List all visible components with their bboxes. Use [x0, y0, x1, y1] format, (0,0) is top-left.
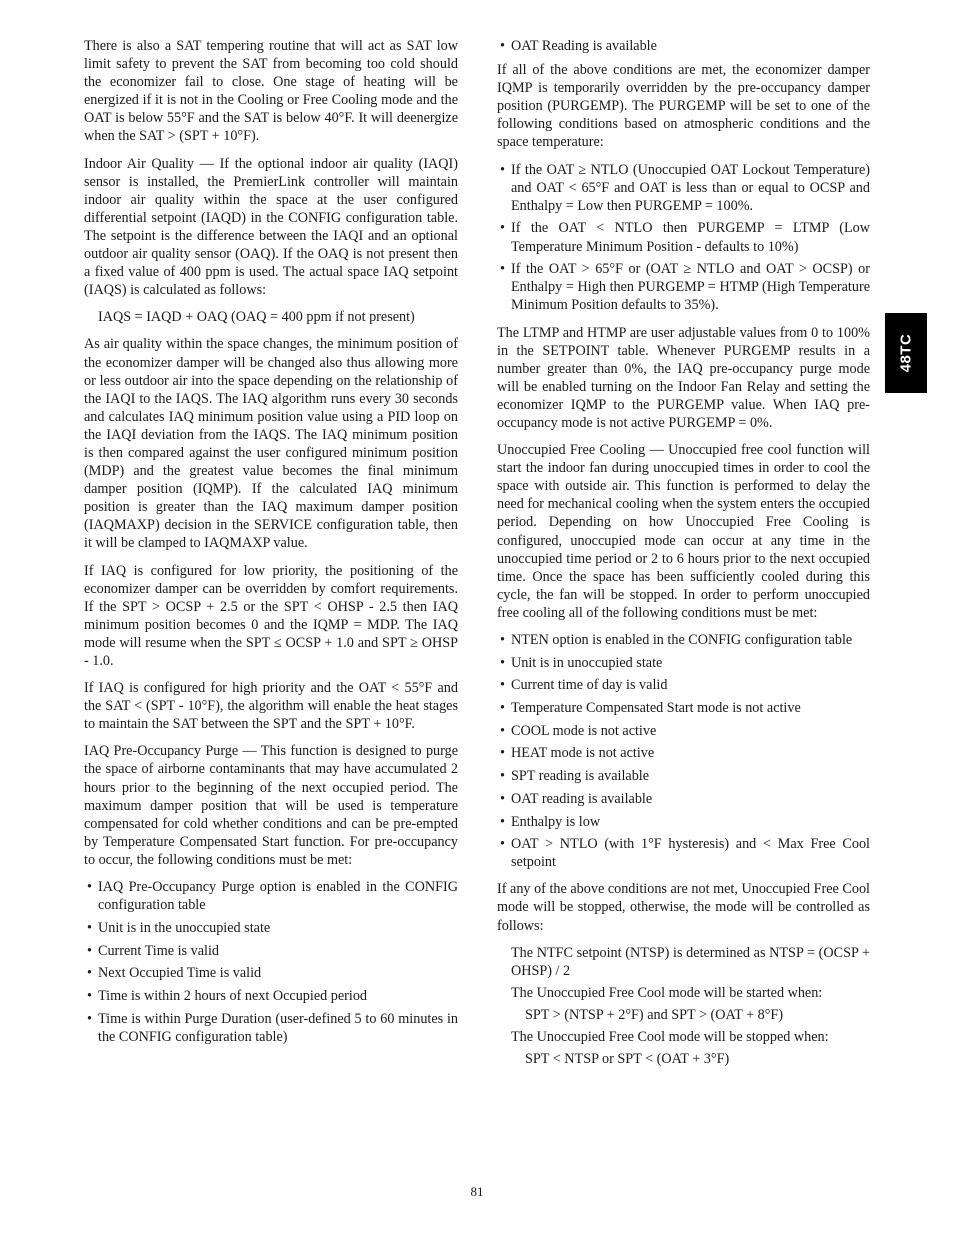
page-number: 81 — [470, 1184, 484, 1199]
purge-conditions-list — [84, 878, 458, 1046]
list-item: • Unit is in the unoccupied state — [87, 919, 271, 936]
purge-override-paragraph: If all of the above conditions are met, the economizer damper IQMP is temporarily overridden by the pre-occupancy damper position (PURGEMP). The PURGEMP will be set to one of the following conditions based on atmospheric conditions and the space temperature: — [497, 62, 870, 151]
list-item: • OAT reading is available — [500, 790, 653, 807]
ltmp-htmp-paragraph: The LTMP and HTMP are user adjustable values from 0 to 100% in the SETPOINT table. Whenever PURGEMP results in a number greater than 0%, the IAQ pre-occupancy purge mode will be enabled turning on the Indoor Fan Relay and setting the economizer IQMP to the PURGEMP value. When IAQ pre-occupancy mode is not active PURGEMP = 0%. — [497, 324, 870, 431]
free-cool-conditions-list — [497, 631, 870, 871]
list-item: • If the OAT < NTLO then PURGEMP = LTMP (Low Temperature Minimum Position - defaults to 10%) — [500, 220, 870, 255]
free-cool-control-paragraph: If any of the above conditions are not met, Unoccupied Free Cool mode will be stopped, otherwise, the mode will be controlled as follows: — [497, 881, 870, 934]
list-item: • Unit is in unoccupied state — [500, 654, 663, 671]
iaq-low-priority-paragraph: If IAQ is configured for low priority, the positioning of the economizer damper can be overridden by comfort requirements. If the SPT > OCSP + 2.5 or the SPT < OHSP - 2.5 then IAQ minimum position becomes 0 and the IQMP = MDP. The IAQ mode will resume when the SPT ≤ OCSP + 1.0 and SPT ≥ OHSP - 1.0. — [84, 562, 458, 669]
left-column — [84, 37, 458, 1055]
list-item: • OAT Reading is available — [500, 38, 657, 54]
list-item: • IAQ Pre-Occupancy Purge option is enabled in the CONFIG configuration table — [87, 879, 458, 914]
list-item: • Current Time is valid — [87, 942, 219, 959]
iaq-high-priority-paragraph: If IAQ is configured for high priority and the OAT < 55°F and the SAT < (SPT - 10°F), the algorithm will enable the heat stages to maintain the SAT between the SPT and the SPT + 10°F. — [84, 680, 458, 733]
sat-tempering-paragraph: There is also a SAT tempering routine that will act as SAT low limit safety to prevent the SAT from becoming too cold should the economizer fail to close. One stage of heating will be energized if it is not in the Cooling or Free Cooling mode and the OAT is below 55°F and the SAT is below 40°F. It will deenergize when the SAT > (SPT + 10°F). — [84, 38, 458, 145]
list-item: • OAT > NTLO (with 1°F hysteresis) and < Max Free Cool setpoint — [500, 836, 870, 871]
list-item: • If the OAT > 65°F or (OAT ≥ NTLO and OAT > OCSP) or Enthalpy = High then PURGEMP = HTMP (High Temperature Minimum Position defaults to 35%). — [500, 261, 870, 314]
purge-conditions-continued-list — [497, 37, 870, 55]
list-item: • HEAT mode is not active — [500, 745, 655, 762]
free-cool-intro-paragraph: Unoccupied Free Cooling — Unoccupied free cool function will start the indoor fan during unoccupied times in order to cool the space with outside air. This function is performed to delay the need for mechanical cooling when the system enters the occupied period. Depending on how Unoccupied Free Cooling is configured, unoccupied mode can occur at any time in the unoccupied time period or 2 to 6 hours prior to the next occupied time. Once the space has been sufficiently cooled during this cycle, the fan will be stopped. In order to perform unoccupied free cooling all of the following conditions must be met: — [497, 442, 870, 621]
stop-condition-label: The Unoccupied Free Cool mode will be stopped when: — [511, 1029, 829, 1046]
purgemp-conditions-list — [497, 161, 870, 315]
list-item: • COOL mode is not active — [500, 722, 657, 739]
start-condition-formula: SPT > (NTSP + 2°F) and SPT > (OAT + 8°F) — [525, 1006, 784, 1023]
start-condition-label: The Unoccupied Free Cool mode will be started when: — [511, 984, 823, 1001]
purge-intro-paragraph: IAQ Pre-Occupancy Purge — This function is designed to purge the space of airborne contaminants that may have accumulated 2 hours prior to the beginning of the next occupied period. The maximum damper position that will be used is temperature compensated for cold whether conditions and can be pre-empted by Temperature Compensated Start function. For pre-occupancy to occur, the following conditions must be met: — [84, 743, 458, 868]
iaq-algorithm-paragraph: As air quality within the space changes, the minimum position of the economizer damper will be changed also thus allowing more or less outdoor air into the space depending on the relationship of the IAQI to the IAQS. The IAQ algorithm runs every 30 seconds and calculates IAQ minimum position value using a PID loop on the IAQI deviation from the IAQS. The IAQ minimum position is then compared against the user configured minimum position (MDP) and the greatest value becomes the final minimum damper position (IQMP). If the calculated IAQ minimum position is greater than the IAQ maximum damper position (IAQMAXP) decision in the SERVICE configuration table, then it will be clamped to IAQMAXP value. — [84, 336, 458, 552]
list-item: • SPT reading is available — [500, 768, 650, 785]
model-side-tab — [885, 313, 927, 393]
list-item: • Enthalpy is low — [500, 813, 601, 830]
list-item: • Time is within Purge Duration (user-defined 5 to 60 minutes in the CONFIG configuration table) — [87, 1010, 458, 1045]
ntsp-definition: The NTFC setpoint (NTSP) is determined as NTSP = (OCSP + OHSP) / 2 — [511, 944, 870, 979]
iaq-intro-paragraph: Indoor Air Quality — If the optional indoor air quality (IAQI) sensor is installed, the PremierLink controller will maintain indoor air quality within the space at the user configured differential setpoint (IAQD) in the CONFIG configuration table. The setpoint is the difference between the IAQI and an optional outdoor air quality sensor (OAQ). If the OAQ is not present then a fixed value of 400 ppm is used. The actual space IAQ setpoint (IAQS) is calculated as follows: — [84, 155, 458, 299]
iaqs-formula: IAQS = IAQD + OAQ (OAQ = 400 ppm if not present) — [98, 309, 415, 326]
right-column — [497, 37, 870, 1072]
list-item: • Current time of day is valid — [500, 677, 668, 694]
list-item: • If the OAT ≥ NTLO (Unoccupied OAT Lockout Temperature) and OAT < 65°F and OAT is less than or equal to OCSP and Enthalpy = Low then PURGEMP = 100%. — [500, 161, 870, 214]
list-item: • Time is within 2 hours of next Occupied period — [87, 987, 368, 1004]
stop-condition-formula: SPT < NTSP or SPT < (OAT + 3°F) — [525, 1051, 730, 1068]
list-item: • Temperature Compensated Start mode is not active — [500, 700, 801, 717]
side-tab-label: 48TC — [896, 333, 914, 373]
list-item: • Next Occupied Time is valid — [87, 965, 262, 982]
list-item: • NTEN option is enabled in the CONFIG configuration table — [500, 632, 853, 648]
